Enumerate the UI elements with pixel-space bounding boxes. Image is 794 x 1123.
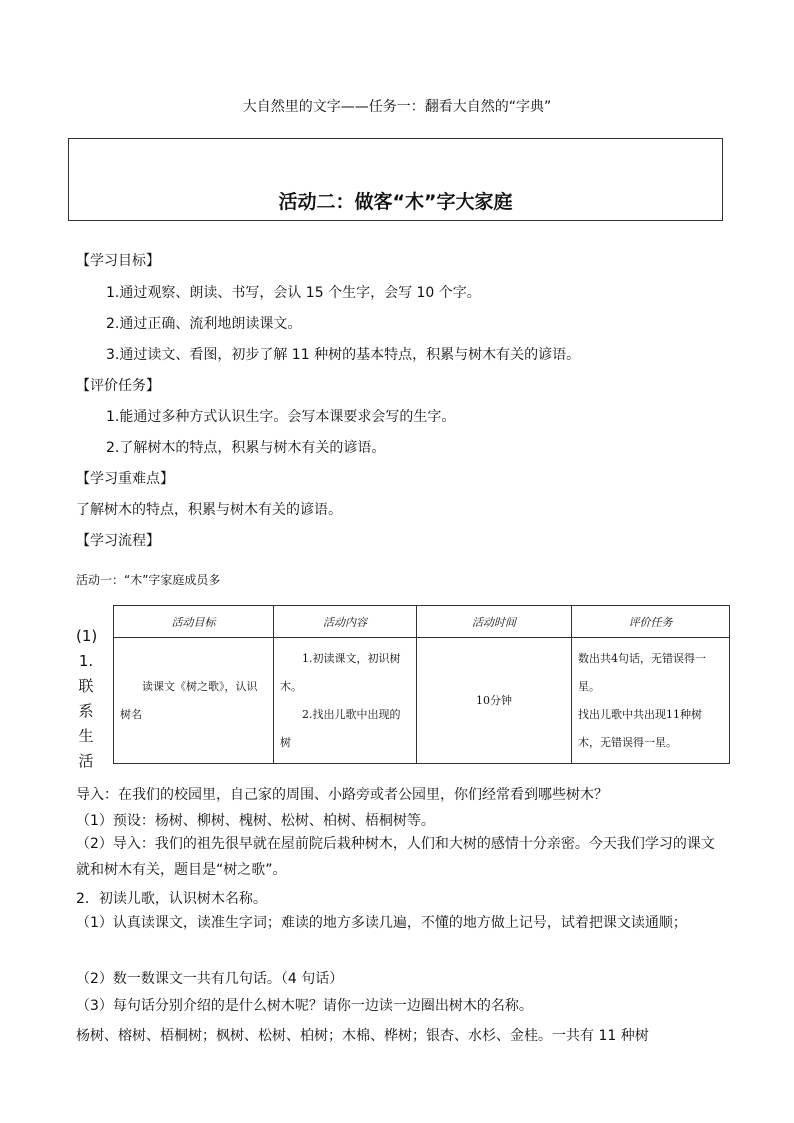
table-header: 活动目标 bbox=[114, 606, 274, 638]
paragraph: （1）认真读课文，读准生字词；难读的地方多读几遍，不懂的地方做上记号，试着把课文读通顺； bbox=[76, 915, 687, 931]
table-header: 活动内容 bbox=[274, 606, 417, 638]
side-label-char: 联 bbox=[78, 677, 94, 695]
goal-item: 1.通过观察、朗读、书写，会认 15 个生字，会写 10 个字。 bbox=[106, 285, 481, 301]
activity-one-label: 活动一：“木”字家庭成员多 bbox=[76, 573, 221, 587]
goals-heading: 【学习目标】 bbox=[76, 253, 160, 269]
side-label-char: 活 bbox=[78, 752, 94, 770]
paragraph: （3）每句话分别介绍的是什么树木呢？请你一边读一边圈出树木的名称。 bbox=[76, 998, 533, 1014]
page-title: 活动二：做客“木”字大家庭 bbox=[278, 191, 513, 213]
goal-item: 3.通过读文、看图，初步了解 11 种树的基本特点，积累与树木有关的谚语。 bbox=[106, 347, 581, 363]
title-box bbox=[68, 138, 723, 221]
paragraph: （2）数一数课文一共有几句话。（4 句话） bbox=[76, 971, 344, 987]
paragraph: 杨树、榕树、梧桐树；枫树、松树、柏树；木棉、桦树；银杏、水杉、金桂。一共有 11 种树 bbox=[76, 1028, 649, 1044]
activity-table bbox=[113, 605, 730, 764]
side-label-char: 系 bbox=[78, 702, 94, 720]
content-line: 1.初读课文，初识树木。 bbox=[280, 651, 401, 693]
intro-text: 导入：在我们的校园里，自己家的周围、小路旁或者公园里，你们经常看到哪些树木？ bbox=[76, 787, 608, 803]
evaluation-item: 2.了解树木的特点，积累与树木有关的谚语。 bbox=[106, 440, 386, 456]
side-label-char: (1) bbox=[76, 627, 98, 645]
cell-goal: 读课文《树之歌》，认识树名 bbox=[114, 638, 274, 764]
side-label-char: 1. bbox=[78, 652, 94, 670]
content-line: 2.找出儿歌中出现的树 bbox=[280, 707, 401, 749]
paragraph: （2）导入：我们的祖先很早就在屋前院后栽种树木，人们和大树的感情十分亲密。今天我们学习的课文就和树木有关，题目是“树之歌”。 bbox=[76, 836, 715, 878]
paragraph: （1）预设：杨树、柳树、槐树、松树、柏树、梧桐树等。 bbox=[76, 813, 435, 829]
evaluation-item: 1.能通过多种方式认识生字。会写本课要求会写的生字。 bbox=[106, 409, 456, 425]
keypoints-text: 了解树木的特点，积累与树木有关的谚语。 bbox=[76, 502, 342, 518]
cell-content bbox=[274, 638, 417, 764]
goal-item: 2.通过正确、流利地朗读课文。 bbox=[106, 316, 302, 332]
table-row bbox=[114, 638, 730, 764]
evaluation-heading: 【评价任务】 bbox=[76, 378, 160, 394]
evaluation-line: 数出共4句话，无错误得一星。 bbox=[578, 651, 706, 693]
side-label-char: 生 bbox=[78, 727, 94, 745]
process-heading: 【学习流程】 bbox=[76, 533, 160, 549]
side-label bbox=[76, 624, 96, 774]
table-header: 活动时间 bbox=[417, 606, 572, 638]
evaluation-line: 找出儿歌中共出现11种树木，无错误得一星。 bbox=[578, 707, 702, 749]
paragraph: 2．初读儿歌，认识树木名称。 bbox=[76, 891, 267, 907]
table-header-row bbox=[114, 606, 730, 638]
cell-evaluation bbox=[572, 638, 730, 764]
table-header: 评价任务 bbox=[572, 606, 730, 638]
cell-time: 10分钟 bbox=[417, 638, 572, 764]
page-header: 大自然里的文字——任务一：翻看大自然的“字典” bbox=[242, 99, 552, 115]
keypoints-heading: 【学习重难点】 bbox=[76, 471, 174, 487]
